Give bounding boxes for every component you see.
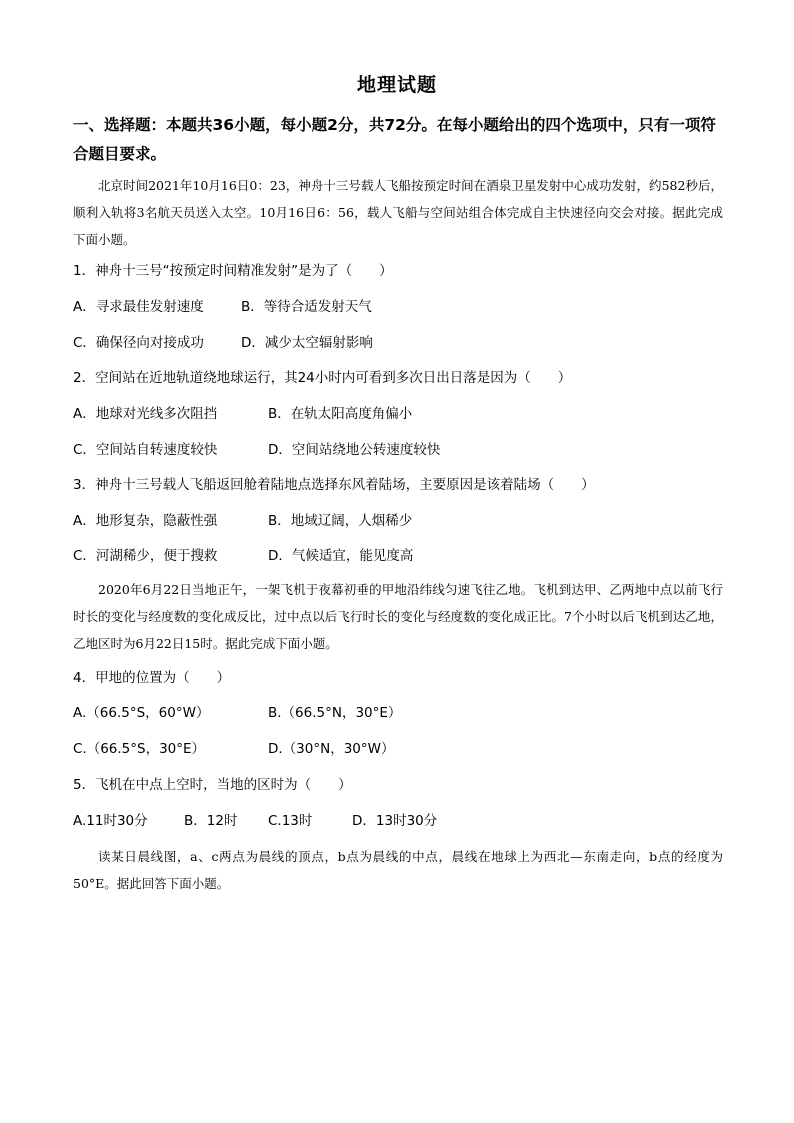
q5-option-c[interactable]: C.13时 xyxy=(268,813,313,829)
question-5: 5．飞机在中点上空时，当地的区时为（ ） xyxy=(73,777,352,793)
q4-option-c[interactable]: C.（66.5°S，30°E） xyxy=(73,741,206,757)
q5-option-b[interactable]: B．12时 xyxy=(184,813,238,829)
q5-option-d[interactable]: D．13时30分 xyxy=(352,813,438,829)
q3-option-d[interactable]: D．气候适宜，能见度高 xyxy=(268,548,414,564)
q2-option-b[interactable]: B．在轨太阳高度角偏小 xyxy=(268,406,413,422)
q4-option-d[interactable]: D.（30°N，30°W） xyxy=(268,741,395,757)
q2-option-c[interactable]: C．空间站自转速度较快 xyxy=(73,442,218,458)
q1-option-b[interactable]: B．等待合适发射天气 xyxy=(241,299,372,315)
question-1: 1．神舟十三号“按预定时间精准发射”是为了（ ） xyxy=(73,263,393,279)
passage-1: 北京时间2021年10月16日0：23，神舟十三号载人飞船按预定时间在酒泉卫星发射中心成功发射，约582秒后，顺利入轨将3名航天员送入太空。10月16日6：56，载人飞船与空间站组合体完成自主快速径向交会对接。据此完成下面小题。 xyxy=(73,178,723,247)
q3-option-b[interactable]: B．地域辽阔，人烟稀少 xyxy=(268,513,413,529)
q2-option-a[interactable]: A．地球对光线多次阻挡 xyxy=(73,406,218,422)
q1-option-d[interactable]: D．减少太空辐射影响 xyxy=(241,335,373,351)
q4-option-b[interactable]: B.（66.5°N，30°E） xyxy=(268,705,402,721)
page-title: 地理试题 xyxy=(356,74,437,96)
question-3: 3．神舟十三号载人飞船返回舱着陆地点选择东风着陆场，主要原因是该着陆场（ ） xyxy=(73,477,595,493)
q3-option-a[interactable]: A．地形复杂，隐蔽性强 xyxy=(73,513,218,529)
passage-2: 2020年6月22日当地正午，一架飞机于夜幕初垂的甲地沿纬线匀速飞往乙地。飞机到达甲、乙两地中点以前飞行时长的变化与经度数的变化成反比，过中点以后飞行时长的变化与经度数的变化成正比。7个小时以后飞机到达乙地，乙地区时为6月22日15时。据此完成下面小题。 xyxy=(73,582,723,651)
question-2: 2．空间站在近地轨道绕地球运行，其24小时内可看到多次日出日落是因为（ ） xyxy=(73,370,572,386)
q2-option-d[interactable]: D．空间站绕地公转速度较快 xyxy=(268,442,441,458)
section-heading: 一、选择题：本题共36小题，每小题2分，共72分。在每小题给出的四个选项中，只有一项符合题目要求。 xyxy=(73,116,716,163)
q1-option-c[interactable]: C．确保径向对接成功 xyxy=(73,335,204,351)
q4-option-a[interactable]: A.（66.5°S，60°W） xyxy=(73,705,210,721)
question-4: 4．甲地的位置为（ ） xyxy=(73,670,231,686)
q5-option-a[interactable]: A.11时30分 xyxy=(73,813,148,829)
q1-option-a[interactable]: A．寻求最佳发射速度 xyxy=(73,299,204,315)
passage-3: 读某日晨线图，a、c两点为晨线的顶点，b点为晨线的中点，晨线在地球上为西北—东南走向，b点的经度为50°E。据此回答下面小题。 xyxy=(73,849,723,891)
q3-option-c[interactable]: C．河湖稀少，便于搜救 xyxy=(73,548,218,564)
